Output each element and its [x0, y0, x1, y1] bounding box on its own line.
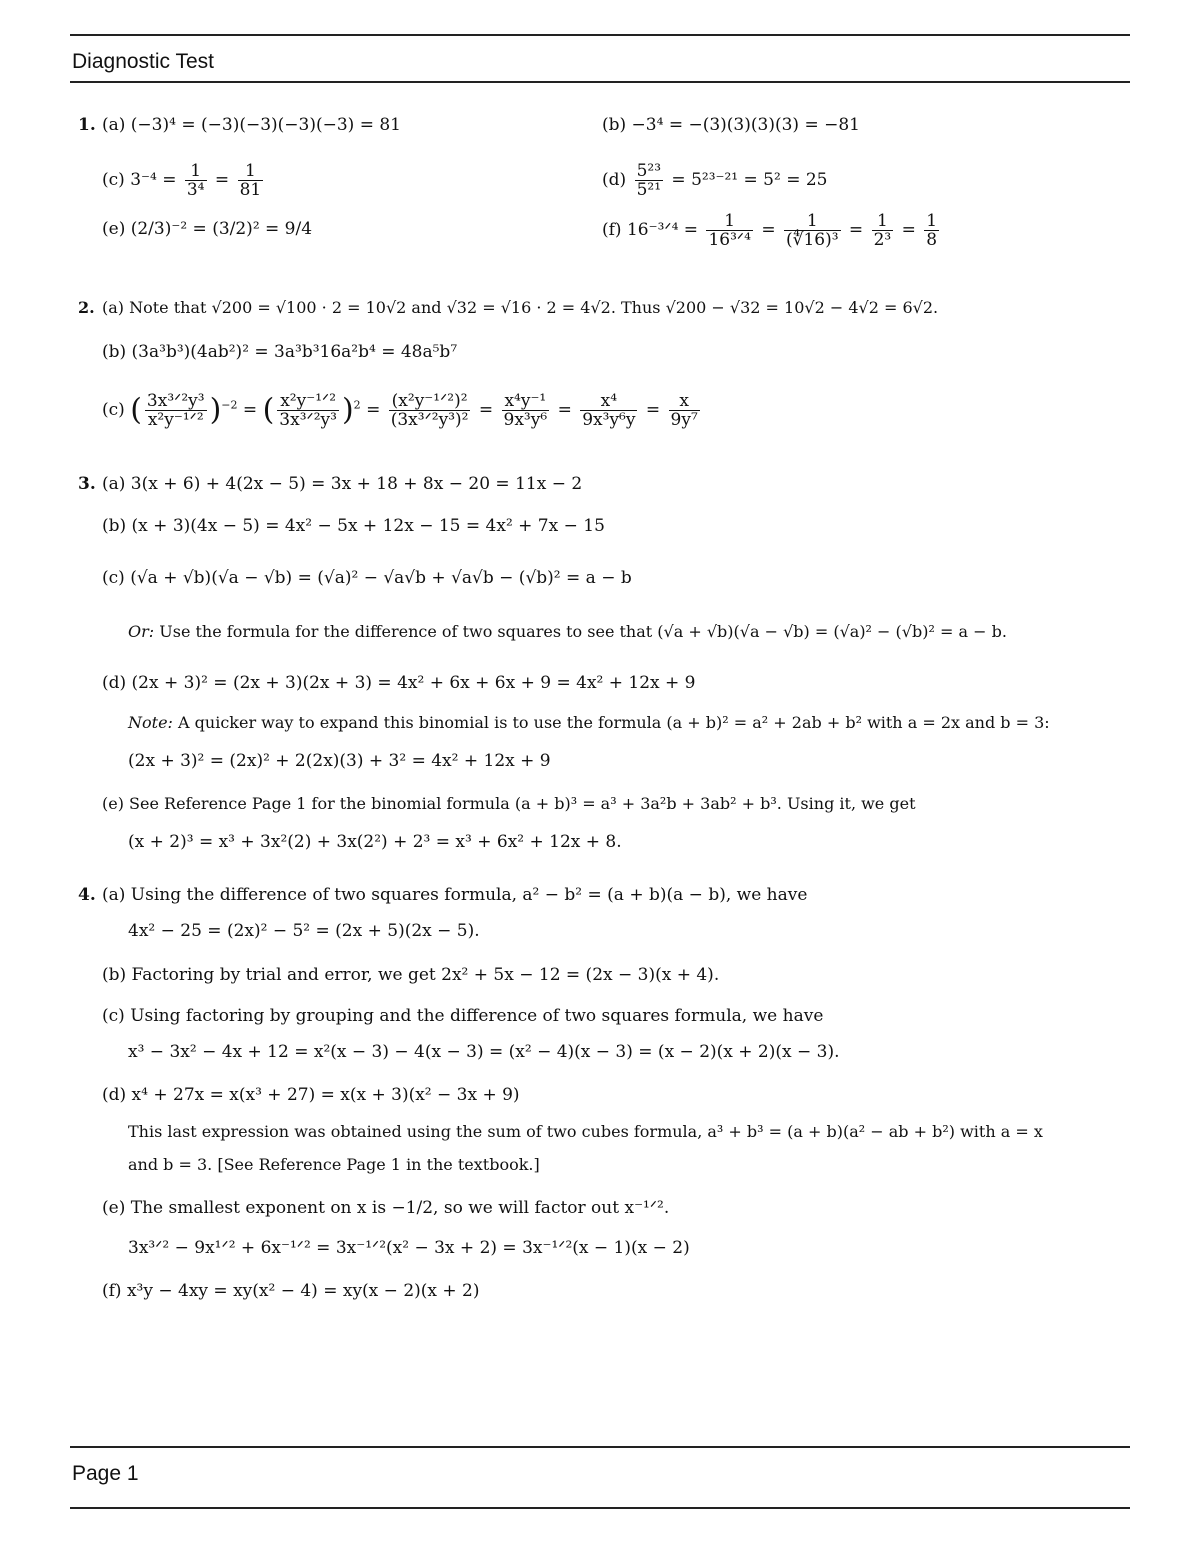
- or-label: Or:: [128, 622, 155, 641]
- problem-1-b: (b) −3⁴ = −(3)(3)(3)(3) = −81: [602, 115, 860, 135]
- problem-4-c: (c) Using factoring by grouping and the difference of two squares formula, we have: [102, 1006, 824, 1026]
- problem-1-number: 1.: [78, 115, 96, 135]
- problem-4-a: [78, 884, 807, 906]
- problem-3-d-note-2: (2x + 3)² = (2x)² + 2(2x)(3) + 3² = 4x² + 12x + 9: [128, 751, 551, 771]
- problem-3-d-note: [128, 712, 1050, 734]
- note-label: Note:: [128, 713, 173, 732]
- problem-4-b: (b) Factoring by trial and error, we get 2x² + 5x − 12 = (2x − 3)(x + 4).: [102, 965, 720, 985]
- footer-top-rule: [70, 1446, 1130, 1448]
- exponent: −2: [221, 398, 238, 412]
- problem-1-d: [602, 162, 828, 199]
- fraction: $\frac{1}{\text{3⁴}}$: [186, 161, 205, 200]
- problem-4-c-2: x³ − 3x² − 4x + 12 = x²(x − 3) − 4(x − 3) = (x² − 4)(x − 3) = (x − 2)(x + 2)(x − 3).: [128, 1042, 840, 1062]
- note-text: A quicker way to expand this binomial is to use the formula (a + b)² = a² + 2ab + b² with a = 2x and b = 3:: [178, 713, 1050, 732]
- problem-4-e-2: 3x³ᐟ² − 9x¹ᐟ² + 6x⁻¹ᐟ² = 3x⁻¹ᐟ²(x² − 3x + 2) = 3x⁻¹ᐟ²(x − 1)(x − 2): [128, 1238, 690, 1258]
- fraction: $\frac{\text{5²³}}{\text{5²¹}}$: [636, 161, 662, 200]
- problem-4-d-2: This last expression was obtained using the sum of two cubes formula, a³ + b³ = (a + b)(a² − ab + b²) with a = x: [128, 1122, 1043, 1141]
- fraction: $\frac{\text{x⁴}}{\text{9x³y⁶y}}$: [582, 391, 636, 430]
- header-top-rule: [70, 34, 1130, 36]
- fraction: $\frac{\text{x⁴y⁻¹}}{\text{9x³y⁶}}$: [503, 391, 548, 430]
- problem-3-a-text: (a) 3(x + 6) + 4(2x − 5) = 3x + 18 + 8x − 20 = 11x − 2: [102, 474, 583, 494]
- footer-bottom-rule: [70, 1507, 1130, 1509]
- fraction: $\frac{\text{3x³ᐟ²y³}}{\text{x²y⁻¹ᐟ²}}$: [146, 391, 205, 430]
- fraction: $\frac{1}{\text{2³}}$: [873, 211, 892, 250]
- fraction: $\frac{1}{\text{(∜16)³}}$: [785, 211, 839, 250]
- exponent: 2: [353, 398, 361, 412]
- problem-2-number: 2.: [78, 298, 95, 317]
- fraction: $\frac{1}{81}$: [239, 161, 262, 200]
- problem-1-a-text: (a) (−3)⁴ = (−3)(−3)(−3)(−3) = 81: [102, 115, 401, 135]
- problem-4-a-2: 4x² − 25 = (2x)² − 5² = (2x + 5)(2x − 5).: [128, 921, 480, 941]
- problem-3-d: (d) (2x + 3)² = (2x + 3)(2x + 3) = 4x² + 6x + 6x + 9 = 4x² + 12x + 9: [102, 673, 696, 693]
- or-text: Use the formula for the difference of two squares to see that (√a + √b)(√a − √b) = (√a)² − (√b)² = a − b.: [159, 622, 1007, 641]
- problem-2-a: [78, 297, 938, 319]
- problem-1-a: [78, 114, 401, 136]
- problem-1-d-label: (d): [602, 170, 627, 190]
- fraction: $\frac{1}{\text{16³ᐟ⁴}}$: [708, 211, 751, 250]
- problem-1-f-label: (f) 16⁻³ᐟ⁴ =: [602, 220, 699, 240]
- problem-3-e: (e) See Reference Page 1 for the binomial formula (a + b)³ = a³ + 3a²b + 3ab² + b³. Using it, we get: [102, 794, 916, 813]
- problem-4-number: 4.: [78, 885, 96, 905]
- problem-4-d: (d) x⁴ + 27x = x(x³ + 27) = x(x + 3)(x² − 3x + 9): [102, 1085, 520, 1105]
- problem-2-c: (c) ( $\frac{\text{3x³ᐟ²y³}}{\text{x²y⁻¹ᐟ²}}$ )$^{-2}$ = ( $\frac{\text{x²y⁻¹ᐟ²}}{\text{3x³ᐟ²y³}}$ )$^2$ = $\frac{\text{(x²y⁻¹ᐟ²)²}}{\text{(3x³ᐟ²y³)²}}$ = $\frac{\text{x⁴y⁻¹}}{\text{9x³y⁶}}$ = $\frac{\text{x⁴}}{\text{9x³y⁶y}}$ = $\frac{x}{\text{9y⁷}}$: [102, 391, 698, 430]
- problem-1-f: (f) 16⁻³ᐟ⁴ = $\frac{1}{\text{16³ᐟ⁴}}$ = $\frac{1}{\text{(∜16)³}}$ = $\frac{1}{\text{2³}}$ = $\frac{1}{8}$: [602, 211, 938, 250]
- fraction: $\frac{\text{x²y⁻¹ᐟ²}}{\text{3x³ᐟ²y³}}$: [279, 391, 337, 430]
- paren-close: ): [209, 392, 222, 428]
- paren-open: (: [130, 392, 142, 428]
- fraction: $\frac{x}{\text{9y⁷}}$: [670, 391, 698, 430]
- problem-3-c-note: [128, 621, 1007, 643]
- problem-3-e-2: (x + 2)³ = x³ + 3x²(2) + 3x(2²) + 2³ = x³ + 6x² + 12x + 8.: [128, 832, 622, 852]
- problem-4-d-3: and b = 3. [See Reference Page 1 in the textbook.]: [128, 1155, 540, 1174]
- problem-3-c: (c) (√a + √b)(√a − √b) = (√a)² − √a√b + √a√b − (√b)² = a − b: [102, 568, 632, 588]
- problem-4-e: (e) The smallest exponent on x is −1/2, so we will factor out x⁻¹ᐟ².: [102, 1198, 670, 1218]
- problem-3-a: [78, 473, 582, 495]
- problem-2-b: (b) (3a³b³)(4ab²)² = 3a³b³16a²b⁴ = 48a⁵b⁷: [102, 342, 458, 362]
- fraction: $\frac{1}{8}$: [926, 211, 938, 250]
- page-title: Diagnostic Test: [72, 50, 215, 73]
- header-bottom-rule: [70, 81, 1130, 83]
- problem-1-c-label: (c) 3⁻⁴ =: [102, 170, 177, 190]
- page-number: Page 1: [72, 1462, 139, 1485]
- fraction: $\frac{\text{(x²y⁻¹ᐟ²)²}}{\text{(3x³ᐟ²y³)²}}$: [390, 391, 469, 430]
- paren-close: ): [341, 392, 354, 428]
- problem-4-a-text: (a) Using the difference of two squares formula, a² − b² = (a + b)(a − b), we have: [102, 885, 808, 905]
- problem-2-a-text: (a) Note that √200 = √100 · 2 = 10√2 and √32 = √16 · 2 = 4√2. Thus √200 − √32 = 10√2 − 4√2 = 6√2.: [102, 298, 939, 317]
- problem-3-b: (b) (x + 3)(4x − 5) = 4x² − 5x + 12x − 15 = 4x² + 7x − 15: [102, 516, 605, 536]
- paren-open: (: [262, 392, 275, 428]
- problem-4-f: (f) x³y − 4xy = xy(x² − 4) = xy(x − 2)(x + 2): [102, 1281, 480, 1301]
- problem-1-d-rest: = 5²³⁻²¹ = 5² = 25: [671, 170, 828, 190]
- problem-2-c-label: (c): [102, 400, 125, 420]
- problem-1-c: (c) 3⁻⁴ = $\frac{1}{\text{3⁴}}$ = $\frac{1}{81}$: [102, 161, 262, 200]
- problem-3-number: 3.: [78, 474, 96, 494]
- problem-1-e: (e) (2/3)⁻² = (3/2)² = 9/4: [102, 219, 313, 239]
